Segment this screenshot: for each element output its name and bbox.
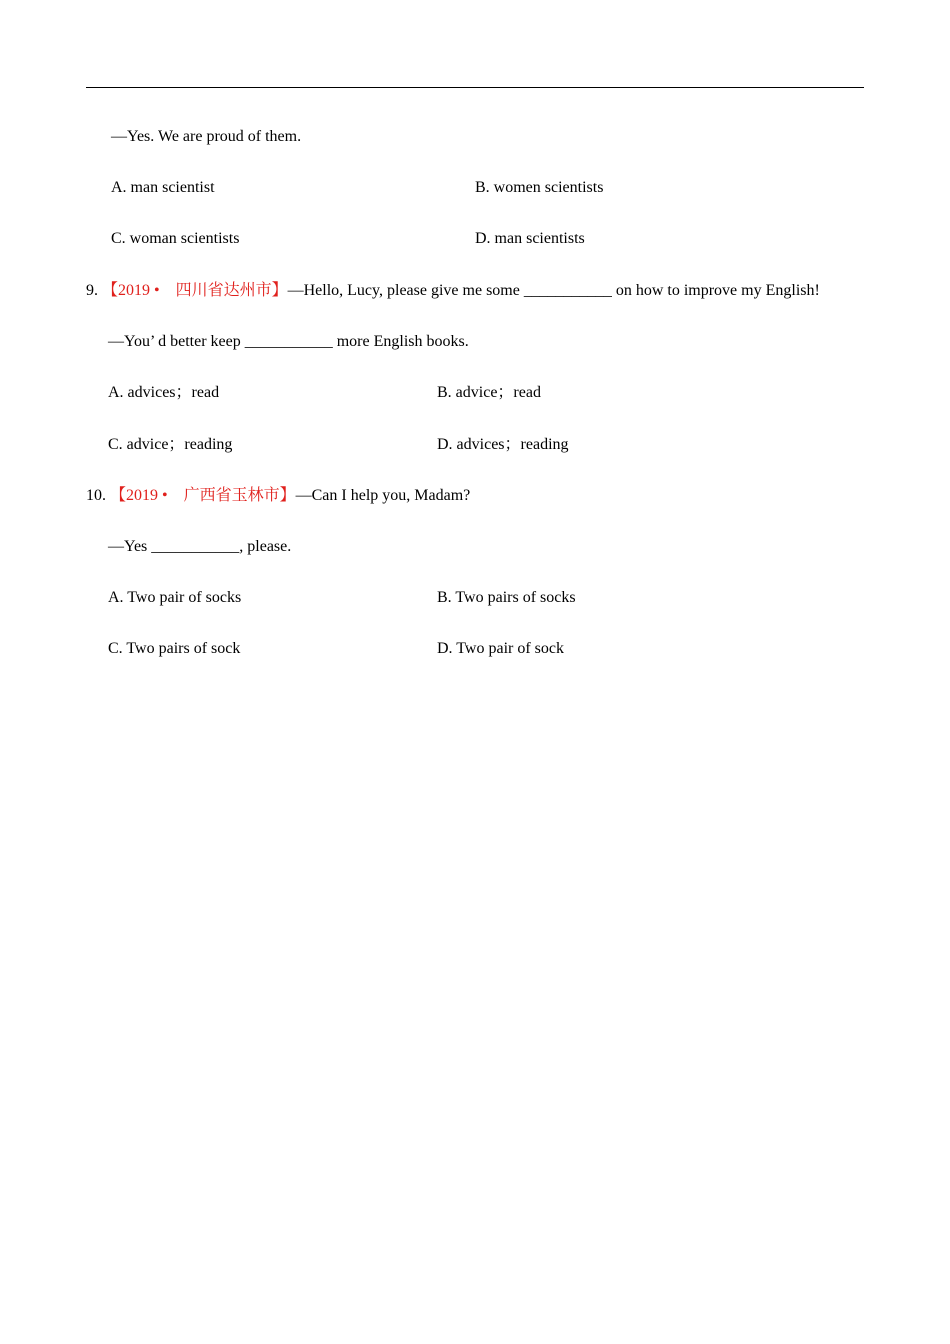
q10-number: 10. [86, 487, 106, 504]
q9-option-d: D. advices；reading [437, 436, 569, 453]
q8-option-a: A. man scientist [111, 179, 215, 196]
q9-source-tag: 【2019 • 四川省达州市】 [102, 282, 288, 299]
q10-option-d: D. Two pair of sock [437, 640, 565, 657]
q8-option-c: C. woman scientists [111, 230, 240, 247]
q10-question-line [86, 486, 470, 506]
q10-question-text: —Can I help you, Madam? [295, 487, 471, 504]
q8-option-d: D. man scientists [475, 230, 585, 247]
header-rule [86, 87, 864, 88]
q9-question-text: —Hello, Lucy, please give me some ___________ on how to improve my English! [287, 282, 820, 299]
q9-option-c: C. advice；reading [108, 436, 233, 453]
q8-answer-line: —Yes. We are proud of them. [111, 128, 302, 145]
q10-source-tag: 【2019 • 广西省玉林市】 [110, 487, 296, 504]
q9-question-line [86, 281, 820, 301]
q10-option-a: A. Two pair of socks [108, 589, 242, 606]
q9-number: 9. [86, 282, 98, 299]
q10-answer-line: —Yes ___________, please. [108, 538, 292, 555]
q8-option-b: B. women scientists [475, 179, 604, 196]
q9-option-a: A. advices；read [108, 384, 220, 401]
q9-option-b: B. advice；read [437, 384, 541, 401]
q9-answer-line: —You’ d better keep ___________ more English books. [108, 333, 469, 350]
q10-option-b: B. Two pairs of socks [437, 589, 576, 606]
q10-option-c: C. Two pairs of sock [108, 640, 241, 657]
